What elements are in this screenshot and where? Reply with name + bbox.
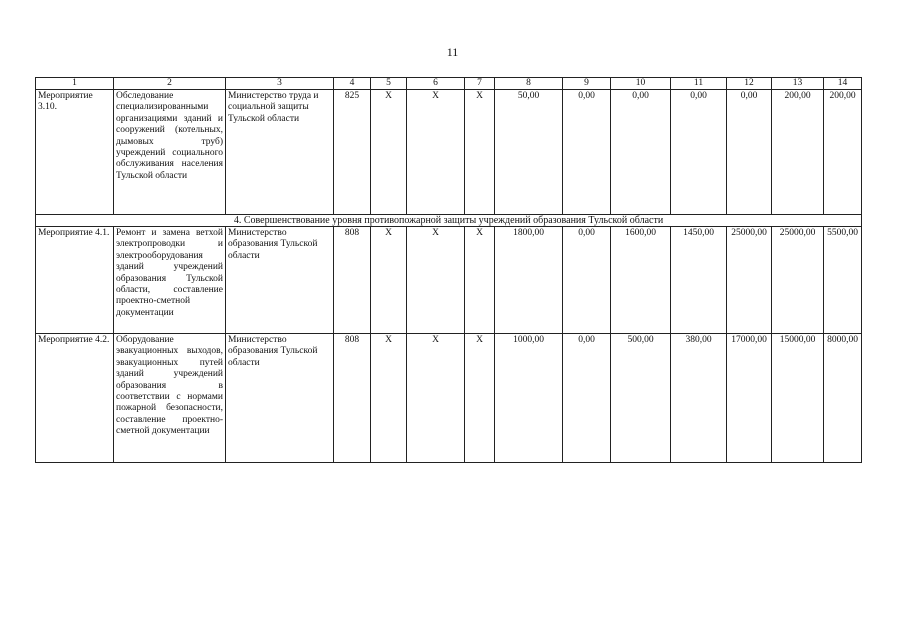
measure-description: Обследование специализированными организациями зданий и сооружений (котельных, дымовых труб) учреждений социального обслуживания населения Тульской области [114,90,226,215]
value-cell: 808 [334,227,371,334]
value-cell: 50,00 [495,90,563,215]
table-row [36,90,862,215]
value-cell: 1600,00 [611,227,671,334]
measure-name: Мероприятие 4.1. [36,227,114,334]
header-cell: 1 [36,78,114,90]
measure-executor: Министерство труда и социальной защиты Тульской области [226,90,334,215]
value-cell: Х [465,334,495,463]
measure-name: Мероприятие 4.2. [36,334,114,463]
header-cell: 2 [114,78,226,90]
value-cell: Х [465,90,495,215]
measure-executor: Министерство образования Тульской области [226,334,334,463]
value-cell: 1000,00 [495,334,563,463]
header-cell: 5 [371,78,407,90]
value-cell: 0,00 [611,90,671,215]
value-cell: 25000,00 [772,227,824,334]
value-cell: Х [371,227,407,334]
value-cell: Х [407,90,465,215]
value-cell: 8000,00 [824,334,862,463]
value-cell: 200,00 [772,90,824,215]
value-cell: 380,00 [671,334,727,463]
measure-executor: Министерство образования Тульской области [226,227,334,334]
value-cell: Х [465,227,495,334]
section-row [36,215,862,227]
header-cell: 9 [563,78,611,90]
table-row [36,334,862,463]
value-cell: Х [407,334,465,463]
value-cell: 500,00 [611,334,671,463]
header-cell: 3 [226,78,334,90]
measures-table [35,77,862,463]
value-cell: 0,00 [727,90,772,215]
section-title: 4. Совершенствование уровня противопожарной защиты учреждений образования Тульской области [36,215,862,227]
header-cell: 6 [407,78,465,90]
value-cell: 15000,00 [772,334,824,463]
value-cell: 1450,00 [671,227,727,334]
value-cell: Х [371,334,407,463]
header-cell: 14 [824,78,862,90]
measure-description: Ремонт и замена ветхой электропроводки и электрооборудования зданий учреждений образования Тульской области, составление проектно-сметной документации [114,227,226,334]
value-cell: Х [371,90,407,215]
value-cell: 1800,00 [495,227,563,334]
value-cell: 808 [334,334,371,463]
value-cell: 825 [334,90,371,215]
value-cell: 200,00 [824,90,862,215]
value-cell: 25000,00 [727,227,772,334]
header-row [36,78,862,90]
measure-description: Оборудование эвакуационных выходов, эвакуационных путей зданий учреждений образования в соответствии с нормами пожарной безопасности, составление проектно-сметной документации [114,334,226,463]
header-cell: 12 [727,78,772,90]
value-cell: 0,00 [563,227,611,334]
table-row [36,227,862,334]
value-cell: 0,00 [563,334,611,463]
measure-name: Мероприятие 3.10. [36,90,114,215]
page-number: 11 [446,45,459,59]
header-cell: 7 [465,78,495,90]
value-cell: 5500,00 [824,227,862,334]
value-cell: 0,00 [563,90,611,215]
header-cell: 10 [611,78,671,90]
header-cell: 11 [671,78,727,90]
value-cell: 17000,00 [727,334,772,463]
value-cell: Х [407,227,465,334]
value-cell: 0,00 [671,90,727,215]
header-cell: 13 [772,78,824,90]
header-cell: 8 [495,78,563,90]
header-cell: 4 [334,78,371,90]
